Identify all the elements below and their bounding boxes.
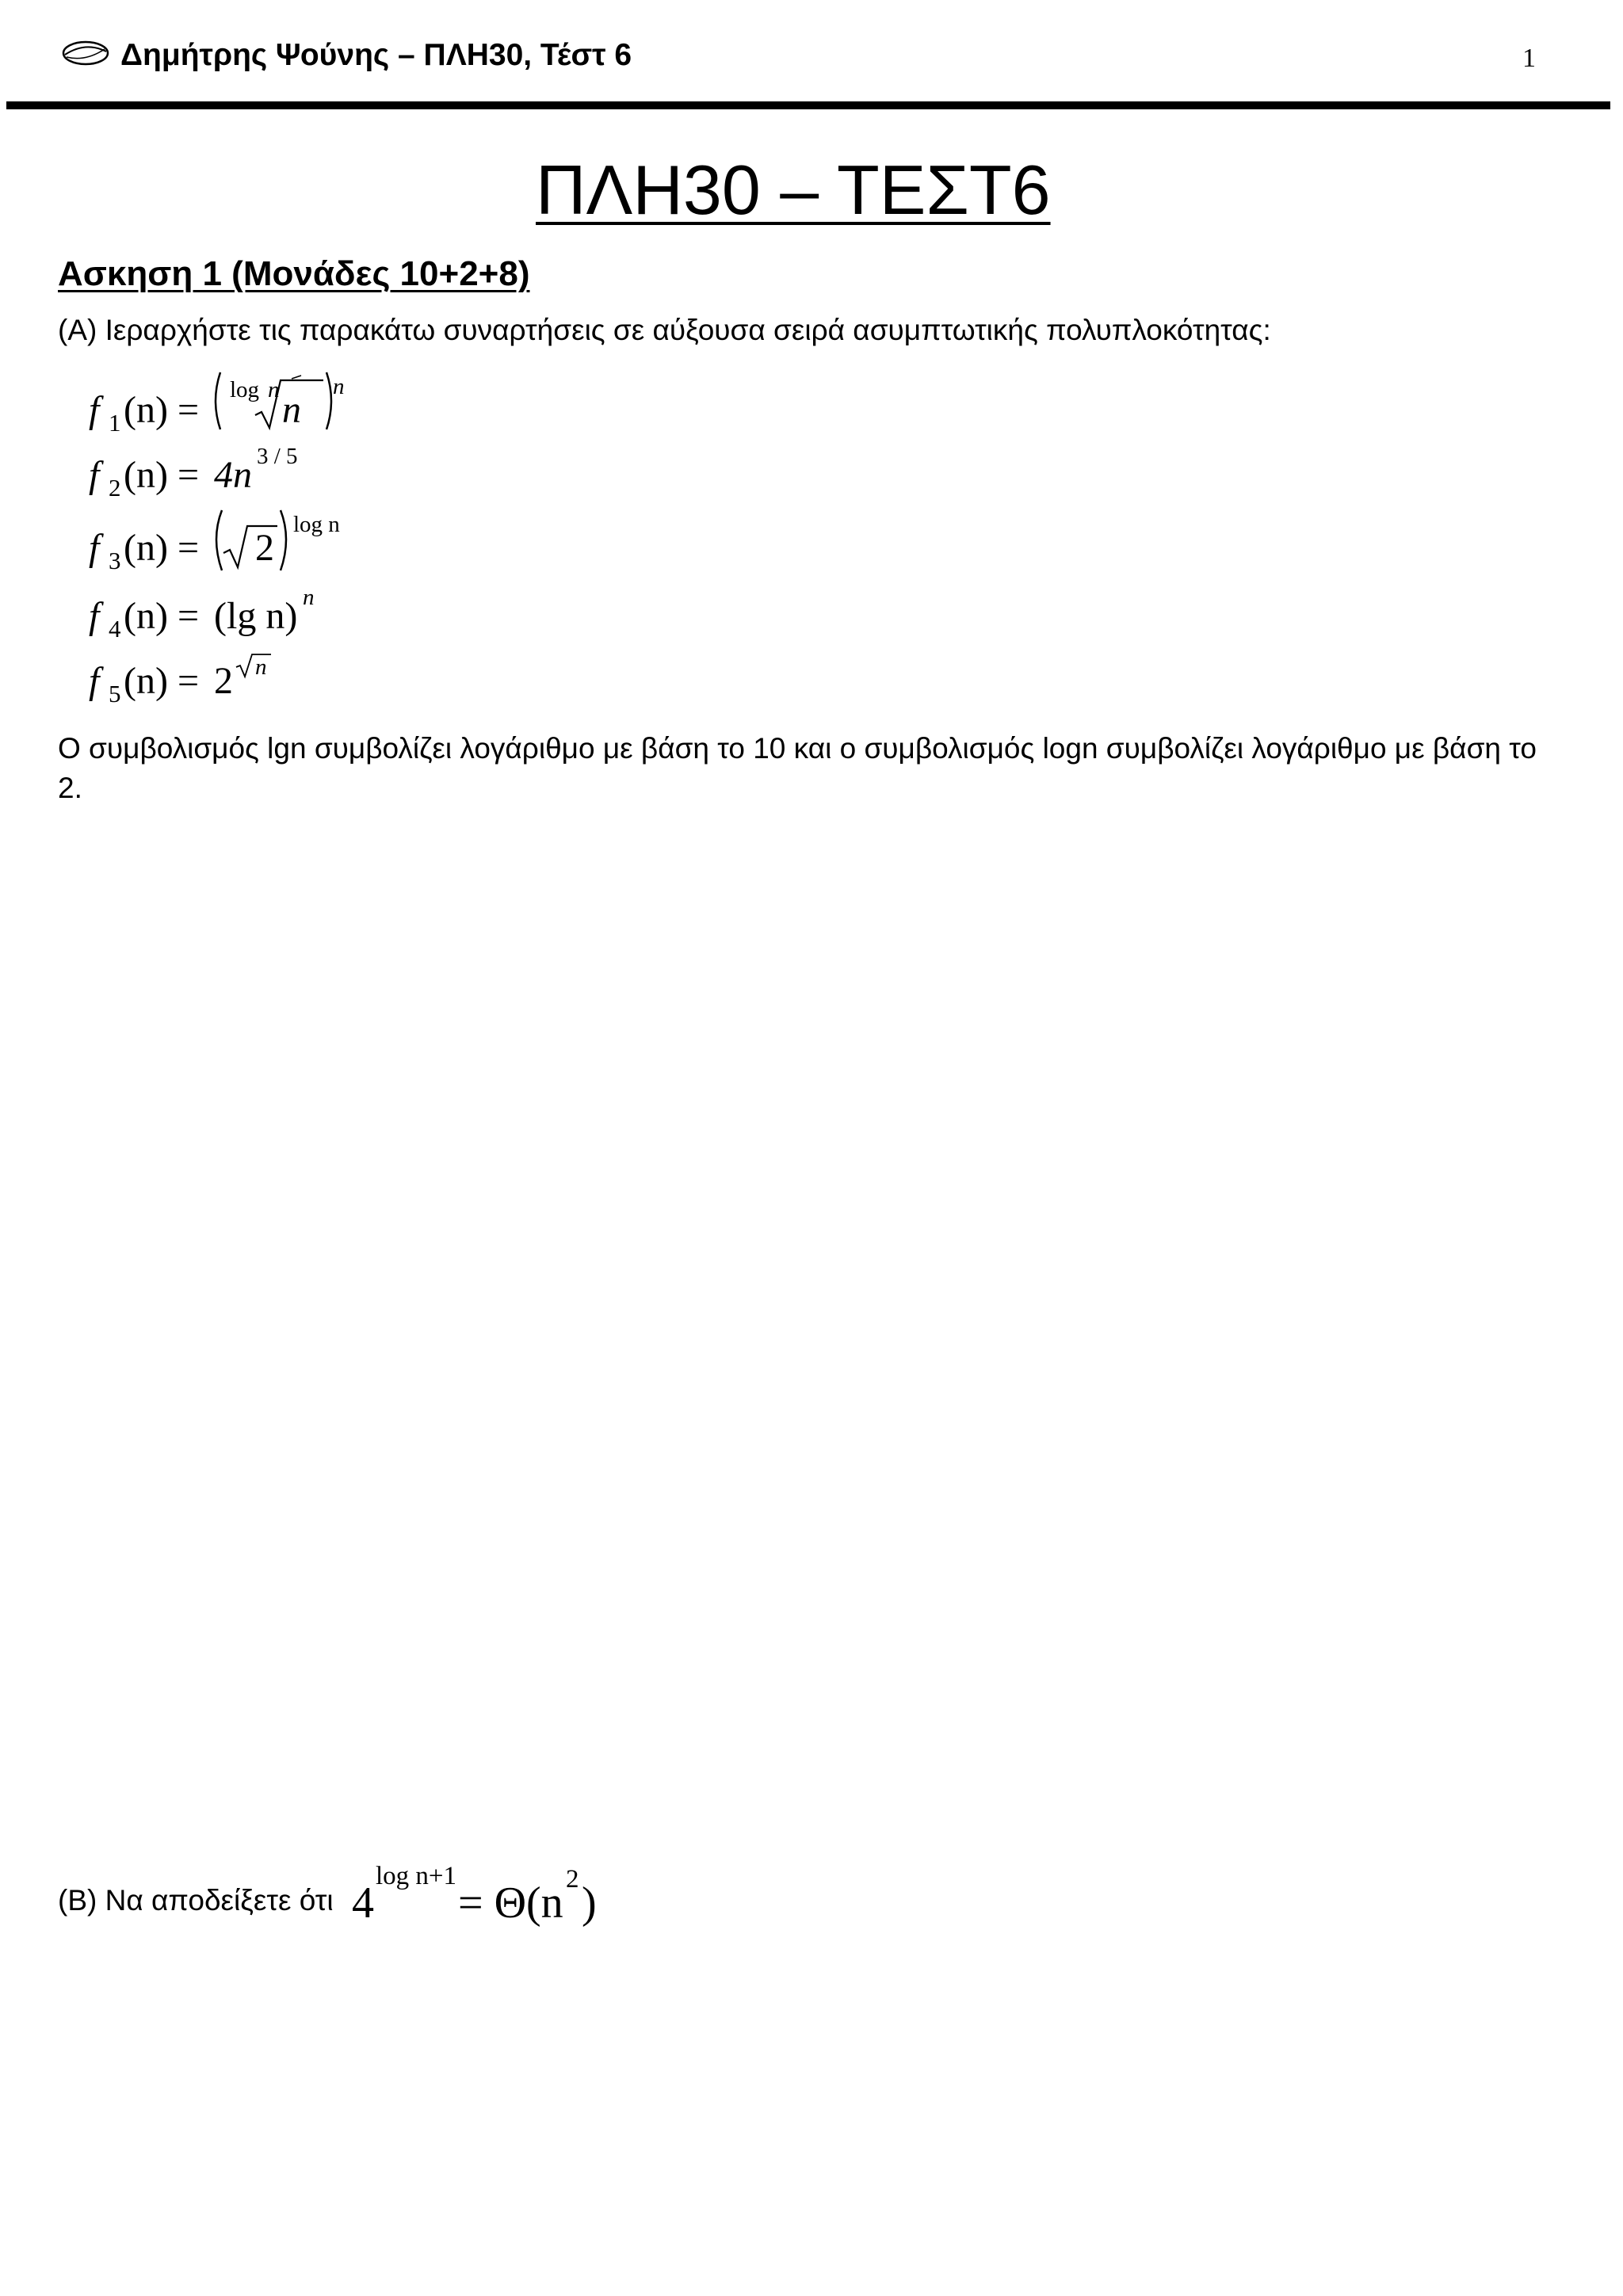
part-a-prompt: (Α) Ιεραρχήστε τις παρακάτω συναρτήσεις σε αύξουσα σειρά ασυμπτωτικής πολυπλοκότητας:	[58, 314, 1271, 346]
notation-note: Ο συμβολισμός lgn συμβολίζει λογάριθμο με βάση το 10 και ο συμβολισμός logn συμβολίζει λογάριθμο με βάση το 2.	[58, 732, 1537, 804]
exercise-heading: Ασκηση 1 (Μονάδες 10+2+8)	[58, 254, 530, 293]
header-divider	[6, 101, 1610, 109]
eye-lens-logo-icon	[62, 40, 109, 67]
formula-f5: f 5 (n) = 2 n	[89, 651, 564, 715]
proof-formula: 4 log n+1 = Θ(n 2 )	[352, 1862, 597, 1928]
header-title: Δημήτρης Ψούνης – ΠΛΗ30, Τέστ 6	[120, 38, 632, 72]
document-title: ΠΛΗ30 – ΤΕΣΤ6	[536, 151, 1051, 229]
formula-f3: f 3 (n) = 2 log n	[89, 512, 340, 574]
formula-f1: f 1 (n) = log n n n	[89, 374, 345, 437]
formula-f2: f 2 (n) = 4n 3 / 5	[89, 444, 298, 502]
page-number: 1	[1522, 44, 1536, 73]
part-b-prompt: (Β) Να αποδείξετε ότι	[58, 1884, 334, 1917]
formula-f4: f 4 (n) = (lg n) n	[89, 585, 315, 643]
page-header	[60, 35, 1550, 79]
